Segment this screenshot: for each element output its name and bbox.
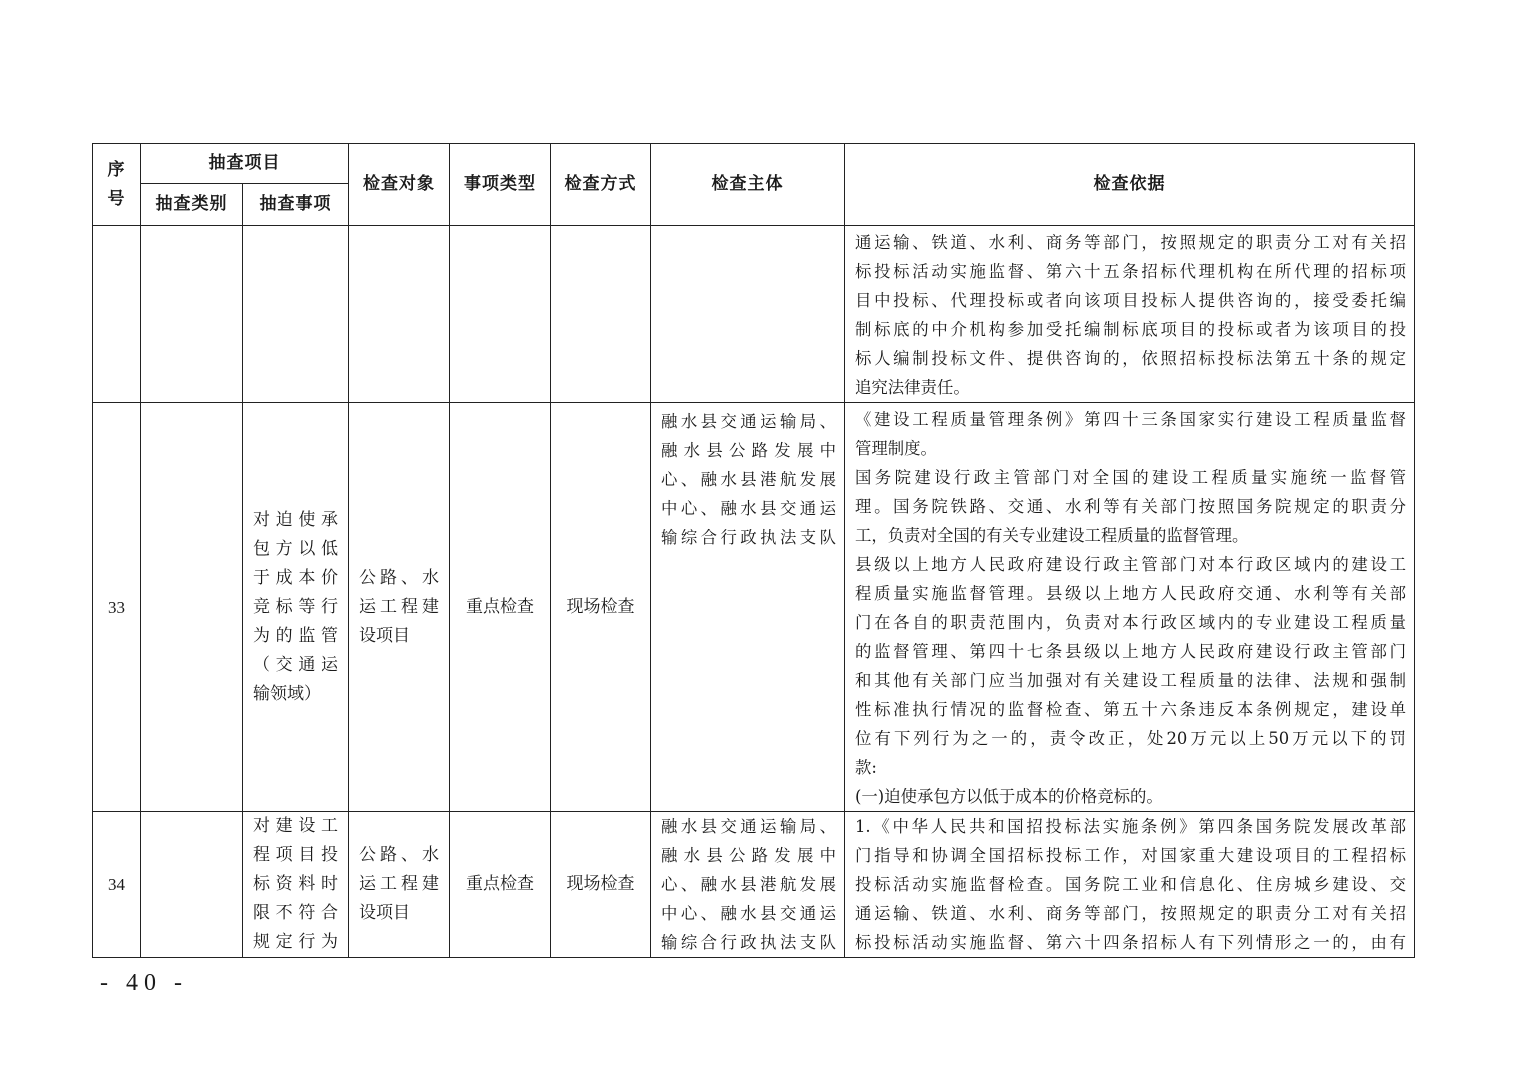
basis-line: 的监督管理、第四十七条县级以上地方人民政府建设行政主管部门 [855,642,1406,661]
basis-line: 门指导和协调全国招标投标工作，对国家重大建设项目的工程招标 [855,846,1406,865]
basis-line: 《建设工程质量管理条例》第四十三条国家实行建设工程质量监督 [855,410,1406,429]
matter-line: 程项目投 [253,845,338,865]
row-method: 现场检查 [551,403,651,812]
row-category [141,812,243,958]
basis-line: 国务院建设行政主管部门对全国的建设工程质量实施统一监督管 [855,468,1406,487]
row-matter [243,403,349,812]
basis-line: 目中投标、代理投标或者向该项目投标人提供咨询的，接受委托编 [855,291,1406,310]
basis-line: 工，负责对全国的有关专业建设工程质量的监督管理。 [855,526,1249,545]
matter-line: 对迫使承 [253,509,338,530]
basis-line: 性标准执行情况的监督检查、第五十六条违反本条例规定，建设单 [855,700,1406,719]
basis-line: 管理制度。 [855,439,937,458]
subject-line: 融水县公路发展中 [661,441,836,460]
basis-line: 标投标活动实施监督、第六十四条招标人有下列情形之一的，由有 [855,933,1406,952]
row-target [349,812,450,958]
table-row [93,812,1415,958]
row-item-type: 重点检查 [450,403,551,812]
page-number: - 40 - [100,970,188,996]
row-basis [845,226,1415,403]
basis-line: 1.《中华人民共和国招投标法实施条例》第四条国务院发展改革部 [855,817,1406,836]
matter-line: 规定行为 [253,932,338,952]
basis-line: 通运输、铁道、水利、商务等部门，按照规定的职责分工对有关招 [855,233,1406,252]
subject-line: 心、融水县港航发展 [661,875,836,894]
subject-line: 中心、融水县交通运 [661,499,836,518]
basis-line: 和其他有关部门应当加强对有关建设工程质量的法律、法规和强制 [855,671,1406,690]
row-item-type [450,226,551,403]
matter-line: 标资料时 [253,874,338,894]
basis-line: 程质量实施监督管理。县级以上地方人民政府交通、水利等有关部 [855,584,1406,603]
basis-line: 县级以上地方人民政府建设行政主管部门对本行政区域内的建设工 [855,555,1406,574]
header-item-type: 事项类型 [450,144,551,226]
row-item-type: 重点检查 [450,812,551,958]
row-target [349,226,450,403]
target-line: 运工程建 [359,874,439,894]
target-line: 公路、水 [359,845,439,865]
target-line: 公路、水 [359,567,439,588]
header-project: 抽查项目 [141,144,349,184]
row-seq: 34 [93,812,141,958]
matter-line: 竞标等行 [253,596,338,617]
header-basis: 检查依据 [845,144,1415,226]
matter-line: 限不符合 [253,903,338,923]
subject-line: 融水县交通运输局、 [661,412,836,431]
table-row [93,226,1415,403]
subject-line: 融水县公路发展中 [661,846,836,865]
header-seq-char-2: 号 [107,188,126,209]
inspection-table [92,143,1415,958]
basis-line: 位有下列行为之一的，责令改正，处20万元以上50万元以下的罚 [855,729,1406,748]
row-matter [243,812,349,958]
basis-line: 通运输、铁道、水利、商务等部门，按照规定的职责分工对有关招 [855,904,1406,923]
row-category [141,226,243,403]
header-method: 检查方式 [551,144,651,226]
row-subject [651,812,845,958]
subject-line: 输综合行政执法支队 [661,933,836,952]
subject-line: 中心、融水县交通运 [661,904,836,923]
basis-line: 理。国务院铁路、交通、水利等有关部门按照国务院规定的职责分 [855,497,1406,516]
matter-line: 对建设工 [253,816,338,836]
table-row [93,403,1415,812]
subject-line: 输综合行政执法支队 [661,528,836,547]
table-header-row [93,144,1415,184]
basis-line: 追究法律责任。 [855,378,970,397]
matter-line: 输领域） [253,683,321,704]
header-seq-char-1: 序 [107,159,126,180]
basis-line: 款: [855,758,877,777]
row-seq: 33 [93,403,141,812]
basis-line: 标投标活动实施监督、第六十五条招标代理机构在所代理的招标项 [855,262,1406,281]
basis-line: 制标底的中介机构参加受托编制标底项目的投标或者为该项目的投 [855,320,1406,339]
basis-line: 投标活动实施监督检查。国务院工业和信息化、住房城乡建设、交 [855,875,1406,894]
basis-line: (一)迫使承包方以低于成本的价格竞标的。 [855,787,1163,806]
header-category: 抽查类别 [141,184,243,226]
row-subject [651,226,845,403]
header-seq [93,144,141,226]
row-matter [243,226,349,403]
row-basis [845,812,1415,958]
header-subject: 检查主体 [651,144,845,226]
header-target: 检查对象 [349,144,450,226]
target-line: 设项目 [359,903,410,923]
basis-line: 标人编制投标文件、提供咨询的，依照招标投标法第五十条的规定 [855,349,1406,368]
target-line: 设项目 [359,625,410,646]
matter-line: 为的监管 [253,625,338,646]
target-line: 运工程建 [359,596,439,617]
matter-line: （交通运 [253,654,338,675]
matter-line: 于成本价 [253,567,338,588]
subject-line: 心、融水县港航发展 [661,470,836,489]
row-method: 现场检查 [551,812,651,958]
row-basis [845,403,1415,812]
row-method [551,226,651,403]
matter-line: 包方以低 [253,538,338,559]
subject-line: 融水县交通运输局、 [661,817,836,836]
row-target [349,403,450,812]
row-subject [651,403,845,812]
header-matter: 抽查事项 [243,184,349,226]
row-category [141,403,243,812]
row-seq [93,226,141,403]
basis-line: 门在各自的职责范围内，负责对本行政区域内的专业建设工程质量 [855,613,1406,632]
